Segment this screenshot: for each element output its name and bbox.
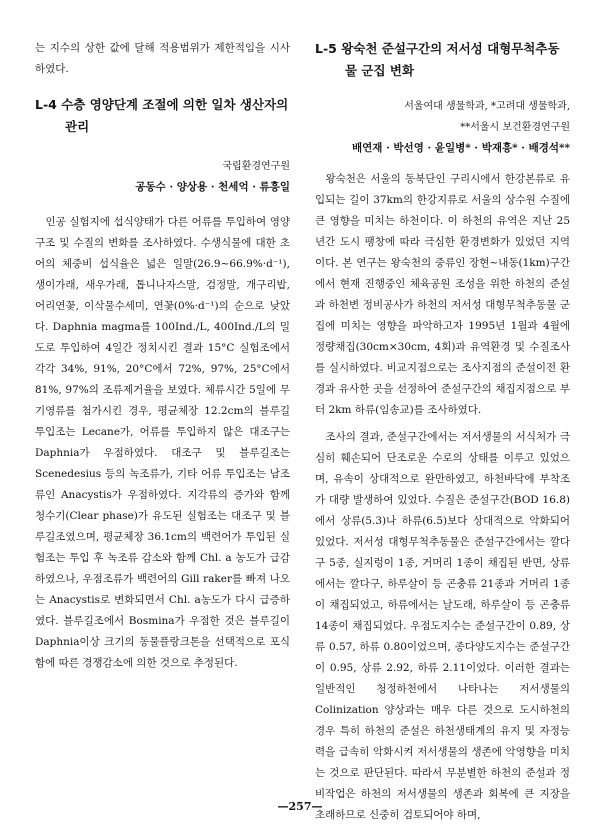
abstract-body-l5-p2: 조사의 결과, 준설구간에서는 저서생물의 서식처가 극심히 훼손되어 단조로운 수로의 상태를 이루고 있었으며, 유속이 상대적으로 완만하였고, 하천바닥에 부착조가 대량 발생하여 있었다. 수질은 준설구간(BOD 16.8)에서 상류(5.3)나 하류(6.5)보다 상대적으로 악화되어 있었다. 저서성 대형무척추동물은 준설구간에서는 깔다구 5종, 실지렁이 1종, 거머리 1종이 채집된 반면, 상류에서는 깔다구, 하루살이 등 곤충류 21종과 거머리 1종이 채집되었고, 하류에서는 날도래, 하루살이 등 곤충류 14종이 채집되었다. 우점도지수는 준설구간이 0.89, 상류 0.57, 하류 0.80이었으며, 종다양도지수는 준설구간이 0.95, 상류 2.92, 하류 2.11이었다. 이러한 결과는 일반적인 청정하천에서 나타나는 저서생물의 Colinization 양상과는 매우 다른 것으로 도시하천의 경우 특히 하천의 준설은 하천생태계의 유지 및 자정능력을 급속히 악화시켜 저서생물의 생존에 악영향을 미치는 것으로 판단된다. 따라서 무분별한 하천의 준설과 정비작업은 하천의 저서생물의 생존과 회복에 큰 지장을 초래하므로 신중히 검토되어야 하며, [315,431,570,821]
affiliation-l5-line1: 서울여대 생물학과, *고려대 생물학과, [404,101,570,112]
abstract-body-l5-p1: 왕숙천은 서울의 동북단인 구리시에서 한강본류로 유입되는 길이 37km의 한강지류로 서울의 상수원 수질에 큰 영향을 미치는 하천이다. 이 하천의 유역은 지난 25년간 도시 팽창에 따라 극심한 환경변화가 있었던 지역이다. 본 연구는 왕숙천의 중류인 장현~내동(1km)구간에서 현재 진행중인 체육공원 조성을 위한 하천의 준설과 하천변 정비공사가 하천의 저서성 대형무척추동물 군집에 미치는 영향을 파악하고자 1995년 1월과 4월에 정량채집(30cm×30cm, 4회)과 유역환경 및 수질조사를 실시하였다. 비교지점으로는 조사지점의 준설이전 환경과 유사한 곳을 선정하여 준설구간의 채집지점으로 부터 2km 하류(임송교)를 조사하였다. [315,173,570,416]
affiliation-l5-line2: **서울시 보건환경연구원 [460,122,570,133]
left-column [35,38,290,674]
authors-l4: 공동수 · 양상용 · 천세억 · 류흥일 [135,181,290,193]
section-title-l5-line2: 물 군집 변화 [345,63,415,78]
affiliation-l4: 국립환경연구원 [222,161,290,172]
section-title-l4-line1: L-4 수층 영양단계 조절에 의한 일차 생산자의 [35,97,289,112]
abstract-body-l4: 인공 실험지에 섭식양태가 다른 어류를 투입하여 영양구조 및 수질의 변화를 조사하였다. 수생식물에 대한 초어의 체중비 섭식율은 넓은 일말(26.9~66.9%·d⁻¹), 생이가래, 새우가래, 톱니나자스말, 검정말, 개구리밥, 어리연꽃, 이삭물수세미, 연꽃(0%·d⁻¹)의 순으로 낮았다. Daphnia magma를 100Ind./L, 400Ind./L의 밀도로 투입하여 4일간 정치시킨 결과 15°C 실험조에서 각각 34%, 91%, 20°C에서 72%, 97%, 25°C에서 81%, 97%의 조류제거율을 보였다. 체류시간 5일에 무기영류를 첨가시킨 경우, 평균체장 12.2cm의 블루길 투입조는 Lecane가, 어류를 투입하지 않은 대조구는 Daphnia가 우점하였다. 대조구 및 블루길조는 Scenedesius 등의 녹조류가, 기타 어류 투입조는 남조류인 Anacystis가 우점하였다. 지각류의 증가와 함께 청수기(Clear phase)가 유도된 실험조는 대조구 및 블루길조였으며, 평균체장 36.1cm의 백련어가 투입된 실험조는 투입 후 녹조류 감소와 함께 Chl. a 농도가 급감하였으나, 우점조류가 백련어의 Gill raker를 빠져 나오는 Anacystis로 변화되면서 Chl. a농도가 다시 급증하였다. 블루길조에서 Bosmina가 우점한 것은 블루길이 Daphnia이상 크기의 동물플랑크톤을 선택적으로 포식함에 따른 경쟁감소에 의한 것으로 추정된다. [35,216,290,669]
section-title-l5-line1: L-5 왕숙천 준설구간의 저서성 대형무척추동 [315,41,560,56]
section-title-l4 [35,94,290,138]
section-title-l4-line2: 관리 [65,119,90,134]
page-number: —257— [277,800,323,813]
continuation-text: 는 지수의 상한 값에 달해 적용범위가 제한적임을 시사하였다. [35,42,290,75]
authors-l5: 배연재 · 박선영 · 윤일병* · 박재흥* · 배경석** [352,142,570,154]
section-title-l5 [315,38,570,82]
right-column [315,38,570,826]
